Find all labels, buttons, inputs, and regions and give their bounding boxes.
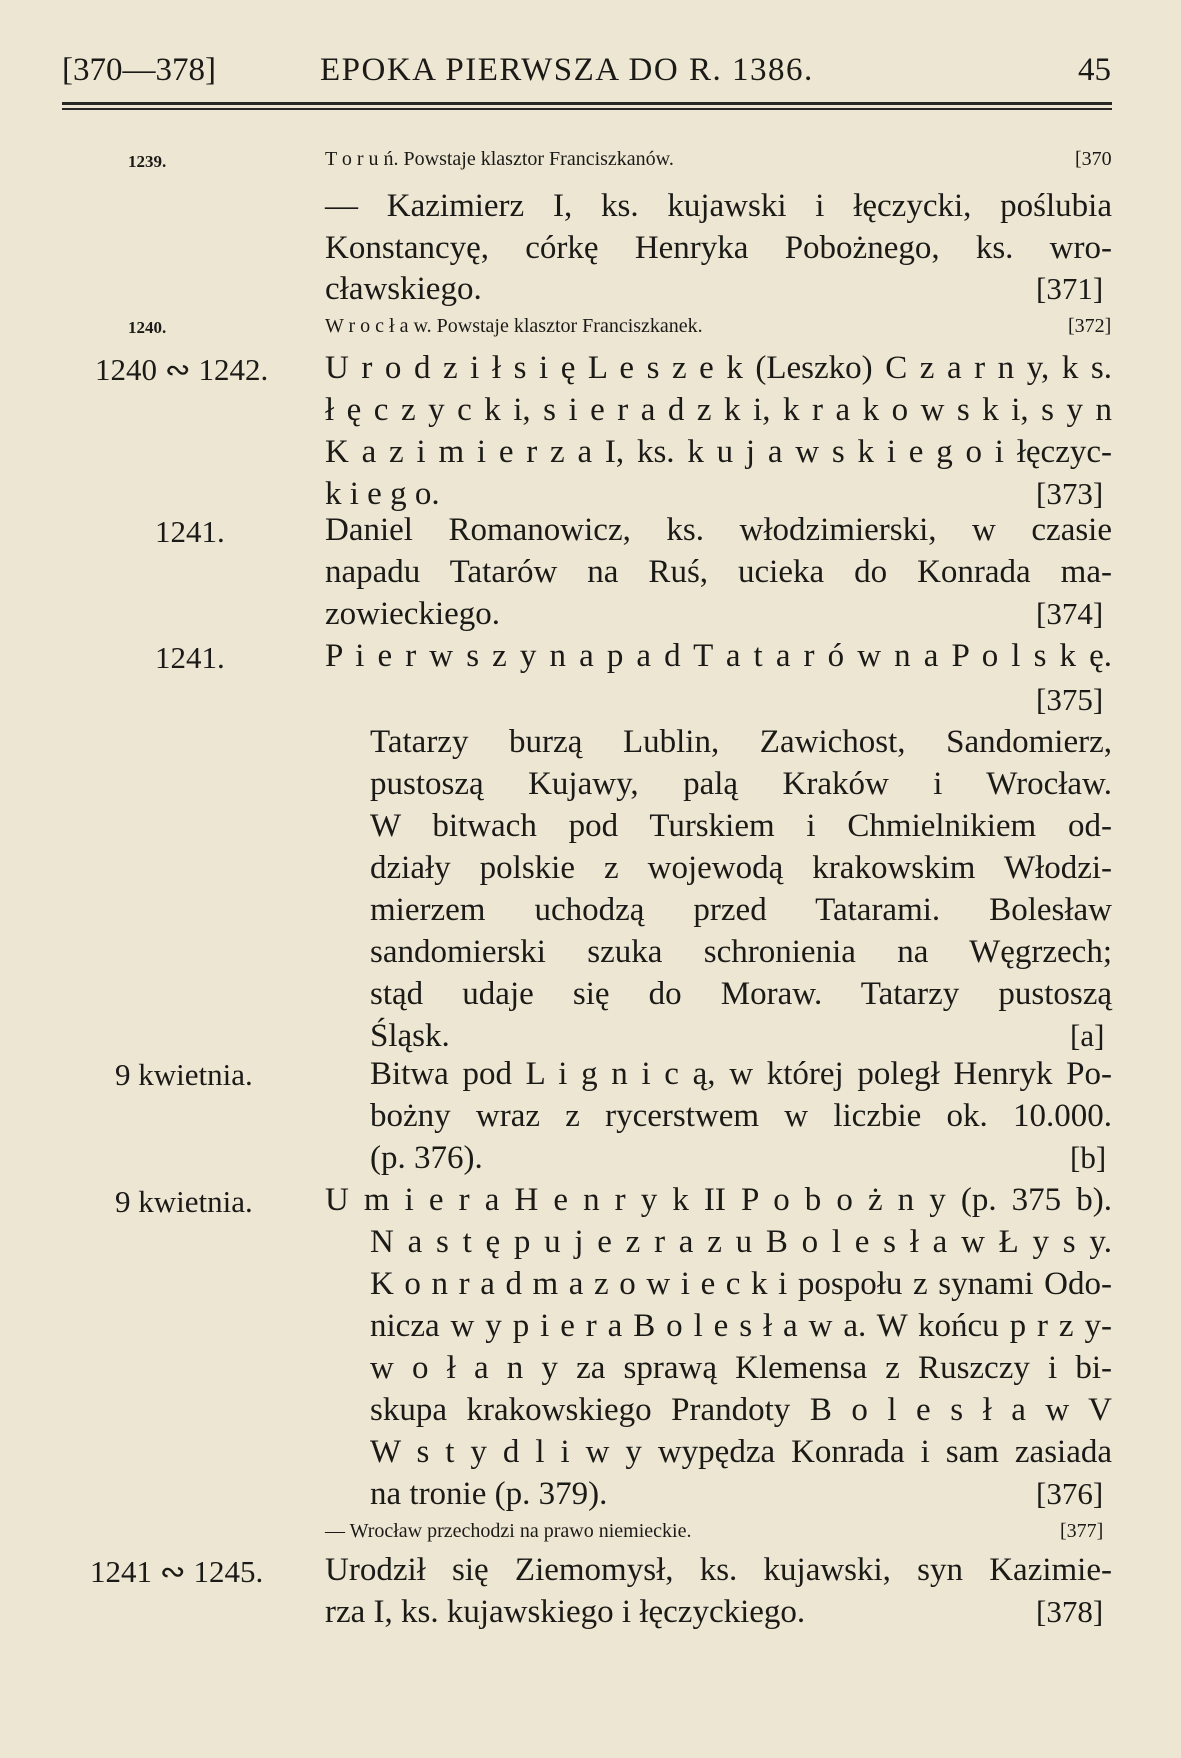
entry-line: N a s t ę p u j e z r a z u B o l e s ł a w Ł y s y. bbox=[370, 1224, 1112, 1260]
entry-year: 1241. bbox=[155, 640, 225, 675]
entry-line: (p. 376). bbox=[370, 1140, 483, 1176]
entry-year: 1241. bbox=[155, 514, 225, 549]
entry-ref: [372] bbox=[1068, 315, 1112, 337]
entry-line: — Kazimierz I, ks. kujawski i łęczycki, poślubia bbox=[325, 188, 1112, 224]
entry-line: sandomierski szuka schronienia na Węgrzech; bbox=[370, 934, 1112, 970]
entry-ref: [374] bbox=[1036, 596, 1104, 631]
entry-line: k i e g o. bbox=[325, 476, 440, 512]
entry-line: stąd udaje się do Moraw. Tatarzy pustoszą bbox=[370, 976, 1112, 1012]
entry-year: 1239. bbox=[128, 152, 167, 171]
entry-year: 1240 ∾ 1242. bbox=[95, 352, 269, 387]
entry-line: K o n r a d m a z o w i e c k i pospołu z synami Odo- bbox=[370, 1266, 1112, 1302]
header-range: [370—378] bbox=[62, 52, 216, 88]
entry-line: W bitwach pod Turskiem i Chmielnikiem od- bbox=[370, 808, 1112, 844]
entry-line: skupa krakowskiego Prandoty B o l e s ł a w V bbox=[370, 1392, 1112, 1428]
entry-line: K a z i m i e r z a I, ks. k u j a w s k i e g o i łęczyc- bbox=[325, 434, 1112, 470]
entry-ref: [378] bbox=[1036, 1594, 1104, 1629]
entry-line: na tronie (p. 379). bbox=[370, 1476, 608, 1512]
entry-year: 9 kwietnia. bbox=[115, 1184, 253, 1219]
entry-year: 9 kwietnia. bbox=[115, 1057, 253, 1092]
page-number: 45 bbox=[1078, 52, 1111, 88]
entry-line: U r o d z i ł s i ę L e s z e k (Leszko) C z a r n y, k s. bbox=[325, 350, 1112, 386]
entry-ref: [370 bbox=[1075, 148, 1112, 170]
entry-line: cławskiego. bbox=[325, 271, 482, 307]
entry-line: rza I, ks. kujawskiego i łęczyckiego. bbox=[325, 1594, 806, 1630]
entry-line: Śląsk. bbox=[370, 1018, 450, 1054]
entry-line: napadu Tatarów na Ruś, ucieka do Konrada ma- bbox=[325, 554, 1112, 590]
entry-ref: [375] bbox=[1036, 682, 1104, 717]
entry-line: T o r u ń. Powstaje klasztor Franciszkanów. bbox=[325, 148, 674, 170]
entry-line: działy polskie z wojewodą krakowskim Włodzi- bbox=[370, 850, 1112, 886]
entry-line: w o ł a n y za sprawą Klemensa z Ruszczy i bi- bbox=[370, 1350, 1112, 1386]
entry-line: pustoszą Kujawy, palą Kraków i Wrocław. bbox=[370, 766, 1112, 802]
entry-year: 1240. bbox=[128, 318, 167, 337]
entry-ref: [371] bbox=[1036, 271, 1104, 306]
entry-line: Urodził się Ziemomysł, ks. kujawski, syn Kazimie- bbox=[325, 1552, 1112, 1588]
entry-line: nicza w y p i e r a B o l e s ł a w a. W końcu p r z y- bbox=[370, 1308, 1112, 1344]
entry-ref: [377] bbox=[1060, 1520, 1104, 1542]
entry-line: Konstancyę, córkę Henryka Pobożnego, ks. wro- bbox=[325, 230, 1112, 266]
entry-line: P i e r w s z y n a p a d T a t a r ó w n a P o l s k ę. bbox=[325, 638, 1112, 674]
entry-line: Bitwa pod L i g n i c ą, w której poległ Henryk Po- bbox=[370, 1056, 1112, 1092]
header-rule-thin bbox=[62, 108, 1112, 110]
entry-line: W s t y d l i w y wypędza Konrada i sam zasiada bbox=[370, 1434, 1112, 1470]
entry-line: W r o c ł a w. Powstaje klasztor Franciszkanek. bbox=[325, 315, 703, 337]
entry-line: ł ę c z y c k i, s i e r a d z k i, k r a k o w s k i, s y n bbox=[325, 392, 1112, 428]
entry-ref: [376] bbox=[1036, 1476, 1104, 1511]
entry-line: Tatarzy burzą Lublin, Zawichost, Sandomierz, bbox=[370, 724, 1112, 760]
entry-line: Daniel Romanowicz, ks. włodzimierski, w czasie bbox=[325, 512, 1112, 548]
entry-ref: [b] bbox=[1070, 1140, 1107, 1175]
entry-year: 1241 ∾ 1245. bbox=[90, 1554, 264, 1589]
entry-ref: [a] bbox=[1070, 1018, 1105, 1053]
entry-line: U m i e r a H e n r y k II P o b o ż n y (p. 375 b). bbox=[325, 1182, 1112, 1218]
entry-line: — Wrocław przechodzi na prawo niemieckie. bbox=[325, 1520, 692, 1542]
entry-ref: [373] bbox=[1036, 476, 1104, 511]
header-title: EPOKA PIERWSZA DO R. 1386. bbox=[320, 52, 814, 88]
entry-line: zowieckiego. bbox=[325, 596, 501, 632]
entry-line: bożny wraz z rycerstwem w liczbie ok. 10.000. bbox=[370, 1098, 1112, 1134]
entry-line: mierzem uchodzą przed Tatarami. Bolesław bbox=[370, 892, 1112, 928]
header-rule bbox=[62, 102, 1112, 105]
